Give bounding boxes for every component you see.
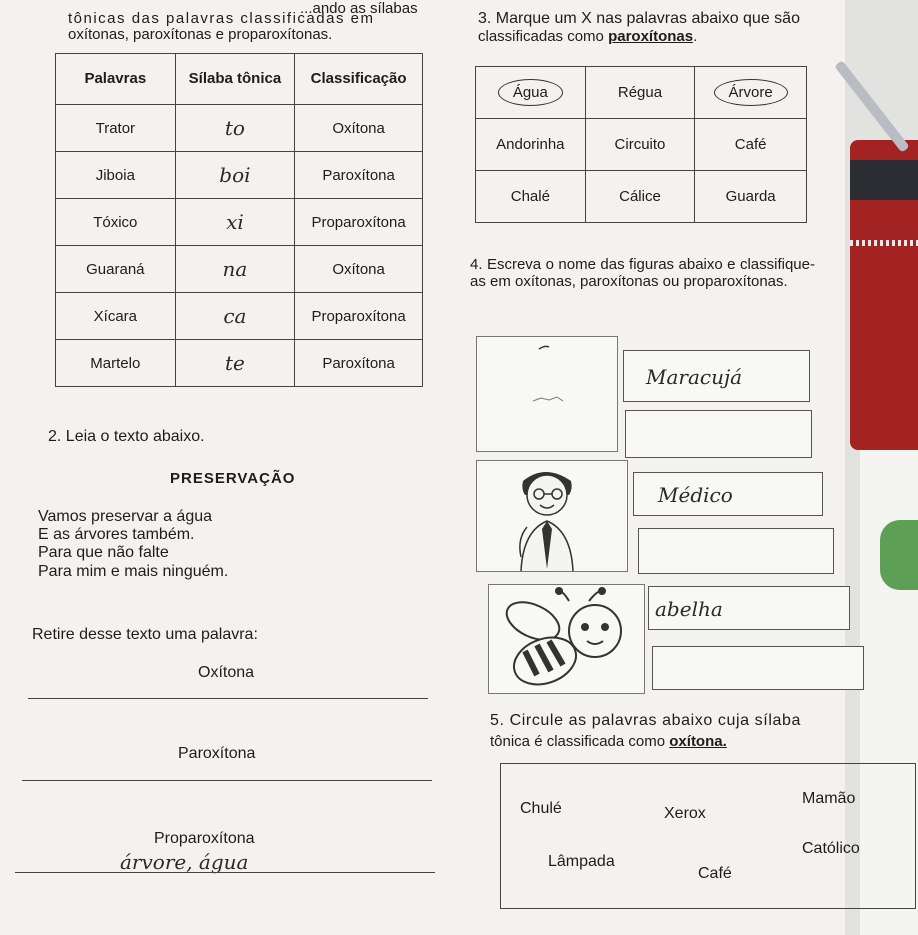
case-shadow bbox=[850, 160, 918, 200]
table-row bbox=[56, 293, 423, 340]
q3-emphasis: paroxítonas bbox=[608, 28, 694, 45]
answer-box-5[interactable] bbox=[648, 586, 850, 630]
class-cell: Proparoxítona bbox=[295, 293, 423, 340]
picture-doctor bbox=[476, 460, 628, 572]
table-row bbox=[476, 119, 807, 171]
header-palavras: Palavras bbox=[56, 54, 176, 105]
answer-box-6[interactable] bbox=[652, 646, 864, 690]
q1-table bbox=[55, 53, 423, 387]
word-cell: Martelo bbox=[56, 340, 176, 387]
class-cell: Paroxítona bbox=[295, 340, 423, 387]
poem-line-4: Para mim e mais ninguém. bbox=[38, 563, 229, 580]
q2-prompt: 2. Leia o texto abaixo. bbox=[48, 428, 205, 445]
table-row bbox=[476, 67, 807, 119]
answer-box-3[interactable] bbox=[633, 472, 823, 516]
syllable-answer: boi bbox=[219, 163, 251, 187]
answer-box-1[interactable] bbox=[623, 350, 810, 402]
table-row bbox=[56, 152, 423, 199]
q4-prompt: 4. Escreva o nome das figuras abaixo e classifique-as em oxítonas, paroxítonas ou proparoxítonas. bbox=[470, 256, 815, 290]
syllable-answer: te bbox=[224, 351, 245, 375]
q5-prompt-line1: 5. Circule as palavras abaixo cuja sílaba bbox=[490, 712, 801, 729]
word-cell: Xícara bbox=[56, 293, 176, 340]
word-xerox[interactable]: Xerox bbox=[664, 805, 706, 822]
word-calice[interactable]: Cálice bbox=[585, 171, 695, 223]
poem-title: PRESERVAÇÃO bbox=[170, 470, 296, 487]
green-object bbox=[880, 520, 918, 590]
word-lampada[interactable]: Lâmpada bbox=[548, 853, 615, 870]
poem-line-1: Vamos preservar a água bbox=[38, 508, 213, 525]
answer-text-5: abelha bbox=[655, 597, 723, 621]
poem-line-3: Para que não falte bbox=[38, 544, 169, 561]
class-cell: Paroxítona bbox=[295, 152, 423, 199]
class-cell: Oxítona bbox=[295, 105, 423, 152]
table-row bbox=[56, 340, 423, 387]
word-cafe[interactable]: Café bbox=[695, 119, 807, 171]
answer-box-2[interactable] bbox=[625, 410, 812, 458]
q5-word-box bbox=[500, 763, 916, 909]
q1-intro-line2: oxítonas, paroxítonas e proparoxítonas. bbox=[68, 26, 333, 43]
syllable-answer: ca bbox=[223, 304, 247, 328]
word-cell: Trator bbox=[56, 105, 176, 152]
picture-passion-fruit bbox=[476, 336, 618, 452]
q3-prompt-line2 bbox=[478, 28, 697, 46]
word-cell: Tóxico bbox=[56, 199, 176, 246]
q2-instruction: Retire desse texto uma palavra: bbox=[32, 626, 258, 643]
word-cafe-circle[interactable]: Café bbox=[698, 865, 732, 882]
word-cell: Jiboia bbox=[56, 152, 176, 199]
word-andorinha[interactable]: Andorinha bbox=[476, 119, 586, 171]
answer-line-proparoxitona bbox=[15, 872, 435, 873]
answer-line-oxitona bbox=[28, 698, 428, 699]
header-silaba: Sílaba tônica bbox=[175, 54, 295, 105]
word-catolico[interactable]: Católico bbox=[802, 840, 860, 857]
word-circuito[interactable]: Circuito bbox=[585, 119, 695, 171]
doctor-icon bbox=[477, 461, 627, 571]
word-chule[interactable]: Chulé bbox=[520, 800, 562, 817]
syllable-answer: na bbox=[222, 257, 248, 281]
q5-prefix: tônica é classificada como bbox=[490, 733, 666, 750]
word-guarda[interactable]: Guarda bbox=[695, 171, 807, 223]
word-cell: Guaraná bbox=[56, 246, 176, 293]
picture-bee bbox=[488, 584, 645, 694]
q3-suffix: . bbox=[693, 28, 698, 45]
label-proparoxitona: Proparoxítona bbox=[154, 830, 255, 847]
answer-line-paroxitona bbox=[22, 780, 432, 781]
poem-line-2: E as árvores também. bbox=[38, 526, 195, 543]
label-oxitona: Oxítona bbox=[198, 664, 255, 681]
q3-prefix: classificadas como bbox=[478, 28, 604, 45]
table-row bbox=[56, 246, 423, 293]
syllable-answer: to bbox=[224, 116, 245, 140]
word-regua[interactable]: Régua bbox=[585, 67, 695, 119]
passion-fruit-icon bbox=[477, 337, 617, 451]
bee-icon bbox=[489, 585, 644, 693]
label-paroxitona: Paroxítona bbox=[178, 745, 256, 762]
syllable-answer: xi bbox=[226, 210, 244, 234]
word-mamao[interactable]: Mamão bbox=[802, 790, 856, 807]
answer-proparoxitona: árvore, água bbox=[120, 850, 249, 874]
class-cell: Oxítona bbox=[295, 246, 423, 293]
q1-intro-line1: tônicas das palavras classificadas em bbox=[68, 10, 375, 27]
table-row bbox=[476, 171, 807, 223]
word-chale[interactable]: Chalé bbox=[476, 171, 586, 223]
table-row bbox=[56, 105, 423, 152]
q5-emphasis: oxítona. bbox=[669, 733, 727, 750]
case-zipper bbox=[850, 240, 918, 246]
word-arvore[interactable]: Árvore bbox=[714, 79, 788, 106]
q3-table bbox=[475, 66, 807, 223]
header-classificacao: Classificação bbox=[295, 54, 423, 105]
q1-intro-prefix: ...ando as sílabas bbox=[300, 0, 418, 17]
answer-text-1: Maracujá bbox=[646, 365, 743, 389]
word-agua[interactable]: Água bbox=[498, 79, 563, 106]
q5-prompt-line2 bbox=[490, 733, 727, 751]
class-cell: Proparoxítona bbox=[295, 199, 423, 246]
q3-prompt-line1: 3. Marque um X nas palavras abaixo que são bbox=[478, 10, 800, 27]
answer-text-3: Médico bbox=[658, 483, 733, 507]
table-row bbox=[56, 199, 423, 246]
answer-box-4[interactable] bbox=[638, 528, 834, 574]
